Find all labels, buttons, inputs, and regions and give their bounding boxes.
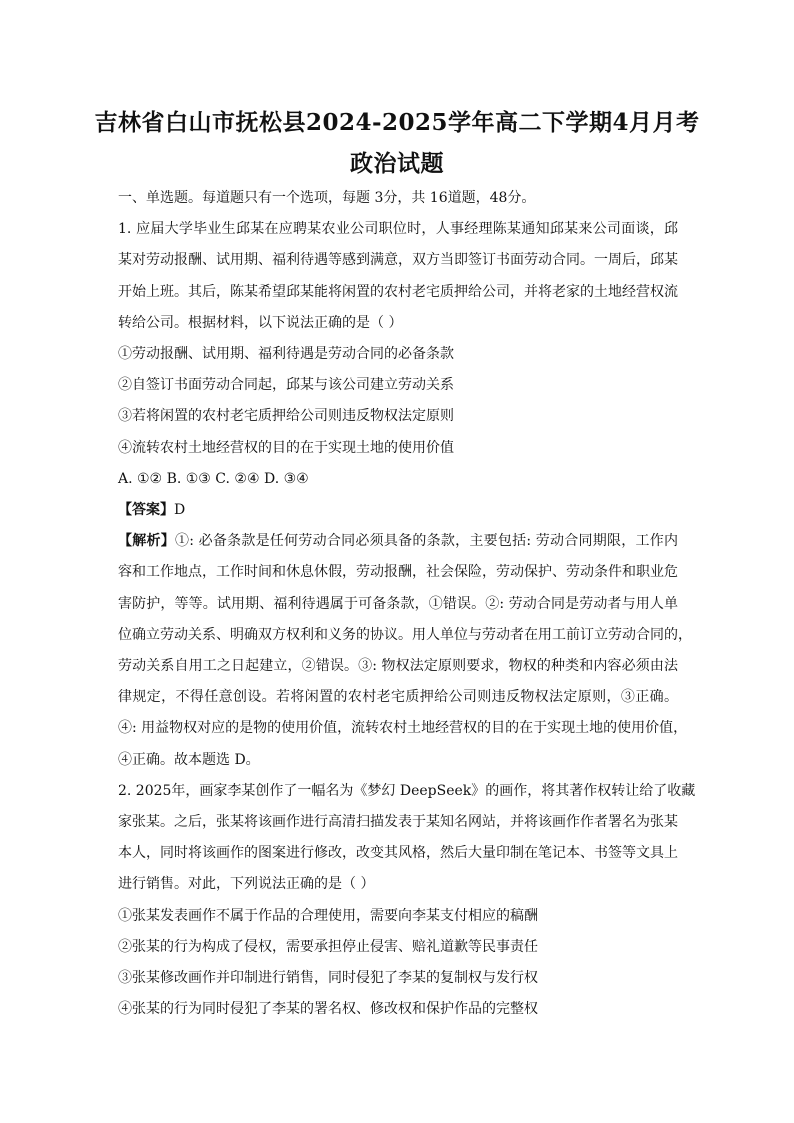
question-1-option: ③若将闲置的农村老宅质押给公司则违反物权法定原则 (118, 408, 454, 425)
question-2 (118, 776, 696, 1026)
question-2-stem-line: 进行销售。对此，下列说法正确的是（ ） (118, 876, 375, 893)
question-1-analysis-line: 容和工作地点，工作时间和休息休假，劳动报酬，社会保险，劳动保护、劳动条件和职业危 (118, 564, 678, 581)
question-1-option: ①劳动报酬、试用期、福利待遇是劳动合同的必备条款 (118, 346, 454, 363)
question-1-analysis-line: 律规定，不得任意创设。若将闲置的农村老宅质押给公司则违反物权法定原则，③正确。 (118, 689, 678, 706)
answer-value: D (174, 502, 186, 519)
question-2-stem-line: 本人，同时将该画作的图案进行修改，改变其风格，然后大量印制在笔记本、书签等文具上 (118, 845, 678, 862)
question-1 (118, 214, 692, 776)
question-1-analysis-line: 害防护，等等。试用期、福利待遇属于可备条款，①错误。②: 劳动合同是劳动者与用人单 (118, 595, 678, 612)
question-1-analysis-line: 劳动关系自用工之日起建立，②错误。③: 物权法定原则要求，物权的种类和内容必须由法 (118, 658, 678, 675)
question-2-option: ③张某修改画作并印制进行销售，同时侵犯了李某的复制权与发行权 (118, 970, 538, 987)
question-1-option: ②自签订书面劳动合同起，邱某与该公司建立劳动关系 (118, 377, 454, 394)
analysis-text: ①: 必备条款是任何劳动合同必须具备的条款，主要包括: 劳动合同期限，工作内 (175, 533, 678, 550)
section-heading: 一、单选题。每道题只有一个选项，每题 3分，共 16道题，48分。 (118, 190, 536, 206)
question-2-stem-line: 家张某。之后，张某将该画作进行高清扫描发表于某知名网站，并将该画作作者署名为张某 (118, 814, 678, 831)
question-1-analysis-line (118, 526, 678, 557)
question-2-option: ④张某的行为同时侵犯了李某的署名权、修改权和保护作品的完整权 (118, 1001, 538, 1018)
question-1-choices: A. ①② B. ①③ C. ②④ D. ③④ (118, 470, 309, 487)
exam-subject-title: 政治试题 (350, 150, 444, 177)
question-2-option: ①张某发表画作不属于作品的合理使用，需要向李某支付相应的稿酬 (118, 907, 538, 924)
answer-label: 【答案】 (118, 502, 174, 519)
question-2-stem-line: 2. 2025年，画家李某创作了一幅名为《梦幻 DeepSeek》的画作，将其著作权转让给了收藏 (118, 782, 696, 799)
question-1-stem-line: 转给公司。根据材料，以下说法正确的是（ ） (118, 314, 403, 331)
analysis-label: 【解析】 (118, 533, 175, 550)
question-1-analysis-line: 位确立劳动关系、明确双方权利和义务的协议。用人单位与劳动者在用工前订立劳动合同的， (118, 626, 692, 643)
question-1-answer (118, 495, 678, 526)
question-1-analysis-line: ④: 用益物权对应的是物的使用价值，流转农村土地经营权的目的在于实现土地的使用价值， (118, 720, 688, 737)
question-1-stem-line: 开始上班。其后，陈某希望邱某能将闲置的农村老宅质押给公司，并将老家的土地经营权流 (118, 283, 678, 300)
question-1-analysis-line: ④正确。故本题选 D。 (118, 751, 260, 768)
exam-title: 吉林省白山市抚松县2024-2025学年高二下学期4月月考 (94, 109, 700, 136)
question-1-option: ④流转农村土地经营权的目的在于实现土地的使用价值 (118, 439, 454, 456)
document-body (118, 183, 696, 1025)
question-1-stem-line: 1. 应届大学毕业生邱某在应聘某农业公司职位时，人事经理陈某通知邱某来公司面谈，邱 (118, 221, 678, 238)
question-1-stem-line: 某对劳动报酬、试用期、福利待遇等感到满意，双方当即签订书面劳动合同。一周后，邱某 (118, 252, 678, 269)
question-2-option: ②张某的行为构成了侵权，需要承担停止侵害、赔礼道歉等民事责任 (118, 938, 538, 955)
